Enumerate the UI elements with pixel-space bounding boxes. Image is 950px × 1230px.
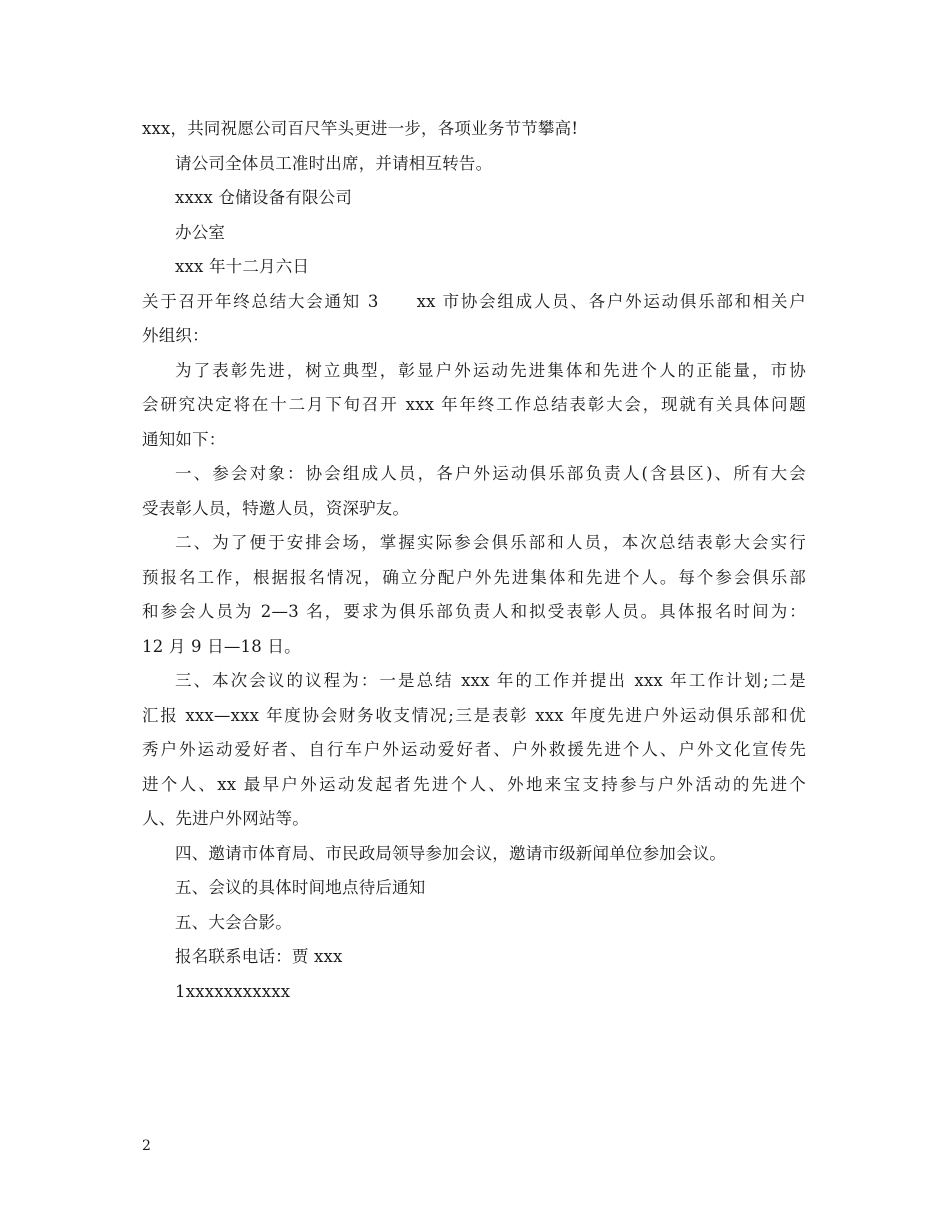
text-line: 进个人、xx 最早户外运动发起者先进个人、外地来宝支持参与户外活动的先进个 [142, 774, 806, 794]
text-line: 报名联系电话：贾 xxx [175, 947, 343, 966]
text-line: xxx，共同祝愿公司百尺竿头更进一步，各项业务节节攀高! [142, 119, 579, 138]
text-line: 1xxxxxxxxxxx [175, 981, 291, 1001]
text-line: 关于召开年终总结大会通知 3 xx 市协会组成人员、各户外运动俱乐部和相关户 [142, 291, 806, 311]
document-body [142, 112, 806, 1009]
text-line: 五、大会合影。 [175, 912, 292, 932]
text-line: 一、参会对象：协会组成人员，各户外运动俱乐部负责人(含县区)、所有大会 [175, 464, 806, 483]
text-line: 办公室 [175, 222, 226, 242]
text-line: 会研究决定将在十二月下旬召开 xxx 年年终工作总结表彰大会，现就有关具体问题 [142, 395, 806, 414]
text-line: xxx 年十二月六日 [175, 257, 310, 276]
text-line: 通知如下： [142, 429, 226, 449]
page-number: 2 [142, 1138, 151, 1154]
text-line: 受表彰人员，特邀人员，资深驴友。 [142, 498, 410, 518]
text-line: 五、会议的具体时间地点待后通知 [175, 878, 426, 897]
text-line: 预报名工作，根据报名情况，确立分配户外先进集体和先进个人。每个参会俱乐部 [142, 567, 806, 587]
text-line: 12 月 9 日—18 日。 [142, 636, 301, 656]
text-line: 请公司全体员工准时出席，并请相互转告。 [175, 153, 493, 173]
text-line: 和参会人员为 2—3 名，要求为俱乐部负责人和拟受表彰人员。具体报名时间为： [142, 602, 806, 621]
text-line: 二、为了便于安排会场，掌握实际参会俱乐部和人员，本次总结表彰大会实行 [175, 533, 806, 552]
text-line: xxxx 仓储设备有限公司 [175, 188, 353, 207]
text-line: 四、邀请市体育局、市民政局领导参加会议，邀请市级新闻单位参加会议。 [175, 843, 727, 863]
text-line: 汇报 xxx—xxx 年度协会财务收支情况;三是表彰 xxx 年度先进户外运动俱乐部和优 [142, 705, 806, 725]
text-line: 人、先进户外网站等。 [142, 809, 309, 828]
text-line: 三、本次会议的议程为：一是总结 xxx 年的工作并提出 xxx 年工作计划;二是 [175, 671, 806, 690]
text-line: 秀户外运动爱好者、自行车户外运动爱好者、户外救援先进个人、户外文化宣传先 [142, 740, 806, 759]
text-line: 外组织： [142, 326, 209, 345]
text-line: 为了表彰先进，树立典型，彰显户外运动先进集体和先进个人的正能量，市协 [175, 360, 806, 380]
